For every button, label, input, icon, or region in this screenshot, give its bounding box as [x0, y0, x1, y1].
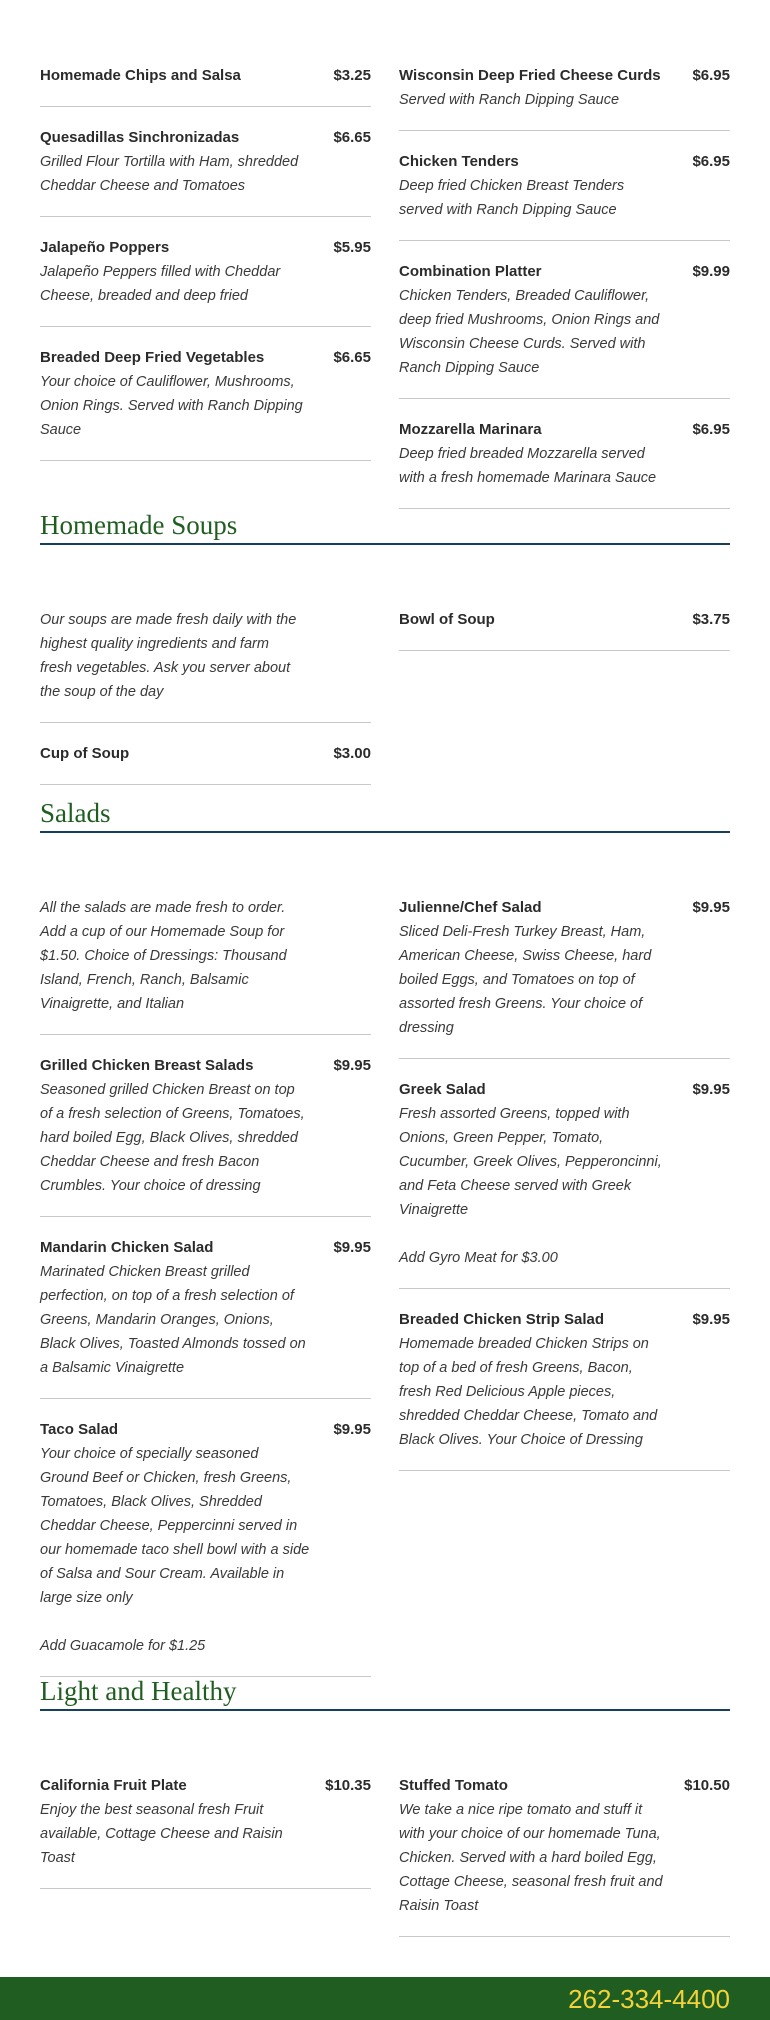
appetizers-heading [40, 0, 161, 2]
menu-item [40, 64, 371, 107]
menu-item [399, 896, 730, 1059]
phone-link[interactable]: 262-334-4400 [568, 1984, 730, 2014]
menu-item-price: $6.65 [333, 129, 371, 146]
menu-item-name: Jalapeño Poppers [40, 239, 170, 256]
menu-item-description: Homemade breaded Chicken Strips on top of a bed of fresh Greens, Bacon, fresh Red Delicious Apple pieces, shredded Cheddar Cheese, Tomato and Black Olives. Your Choice of Dressing [399, 1336, 658, 1448]
menu-item-description: Your choice of Cauliflower, Mushrooms, Onion Rings. Served with Ranch Dipping Sauce [40, 374, 303, 438]
menu-item [399, 418, 730, 509]
menu-item [399, 150, 730, 241]
menu-item [40, 1054, 371, 1217]
menu-item-header [399, 608, 730, 632]
menu-item-name: Julienne/Chef Salad [399, 899, 542, 916]
menu-item-header [40, 236, 371, 260]
menu-item-price: $9.95 [333, 1239, 371, 1256]
menu-item-description: Sliced Deli-Fresh Turkey Breast, Ham, American Cheese, Swiss Cheese, hard boiled Eggs, and Tomatoes on top of assorted fresh Greens. Your choice of dressing [399, 924, 652, 1036]
menu-item-header [40, 346, 371, 370]
menu-item [399, 64, 730, 131]
menu-item-header [40, 1418, 371, 1442]
section-title [40, 510, 730, 540]
menu-item-name: Stuffed Tomato [399, 1777, 508, 1794]
menu-item [40, 126, 371, 217]
menu-item-header [40, 64, 371, 88]
menu-item-header [40, 1774, 371, 1798]
light-section [40, 1676, 730, 1956]
menu-item-header [399, 1308, 730, 1332]
menu-item-name: California Fruit Plate [40, 1777, 187, 1794]
menu-item-name: Chicken Tenders [399, 153, 519, 170]
menu-item-header [40, 742, 371, 766]
appetizers-section [40, 64, 730, 528]
salads-left-column [40, 896, 371, 1696]
menu-item-header [399, 64, 730, 88]
menu-item-description: Deep fried Chicken Breast Tenders served with Ranch Dipping Sauce [399, 178, 625, 218]
footer-bar [0, 1977, 770, 2020]
menu-item-name: Mandarin Chicken Salad [40, 1239, 214, 1256]
light-left-column [40, 1774, 371, 1956]
menu-item [40, 1418, 371, 1677]
menu-item-price: $10.50 [684, 1777, 730, 1794]
menu-item-header [40, 1236, 371, 1260]
soups-left-items [40, 742, 371, 785]
menu-item-description: We take a nice ripe tomato and stuff it with your choice of our homemade Tuna, Chicken. Served with a hard boiled Egg, Cottage Cheese, seasonal fresh fruit and Raisin Toast [399, 1802, 663, 1914]
menu-item-description: Marinated Chicken Breast grilled perfection, on top of a fresh selection of Greens, Mandarin Oranges, Onions, Black Olives, Toasted Almonds tossed on a Balsamic Vinaigrette [40, 1264, 306, 1376]
menu-item-description: Served with Ranch Dipping Sauce [399, 92, 620, 108]
menu-item [399, 1308, 730, 1471]
menu-item [40, 742, 371, 785]
menu-item [399, 1078, 730, 1289]
menu-item-header [399, 896, 730, 920]
menu-item-description: Your choice of specially seasoned Ground Beef or Chicken, fresh Greens, Tomatoes, Black Olives, Shredded Cheddar Cheese, Peppercinni served in our homemade taco shell bowl with a side of Salsa and Sour Cream. Available in large size only [40, 1446, 310, 1606]
salads-section [40, 798, 730, 1696]
title-divider [40, 1709, 730, 1711]
soups-intro-block [40, 608, 371, 723]
menu-item-name: Mozzarella Marinara [399, 421, 542, 438]
menu-item-price: $9.95 [692, 899, 730, 916]
menu-item-addon: Add Gyro Meat for $3.00 [399, 1250, 558, 1266]
menu-item-description: Fresh assorted Greens, topped with Onions, Green Pepper, Tomato, Cucumber, Greek Olives, Pepperoncinni, and Feta Cheese served with Greek Vinaigrette [399, 1106, 662, 1218]
menu-item [399, 1774, 730, 1937]
menu-item-description: Deep fried breaded Mozzarella served with a fresh homemade Marinara Sauce [399, 446, 657, 486]
menu-item-price: $9.95 [333, 1057, 371, 1074]
menu-item-name: Grilled Chicken Breast Salads [40, 1057, 254, 1074]
salads-intro: All the salads are made fresh to order. Add a cup of our Homemade Soup for $1.50. Choice of Dressings: Thousand Island, French, Ranch, Balsamic Vinaigrette, and Italian [40, 900, 287, 1012]
menu-item [40, 236, 371, 327]
soups-title: Homemade Soups [40, 510, 238, 540]
menu-item-name: Wisconsin Deep Fried Cheese Curds [399, 67, 661, 84]
soups-intro: Our soups are made fresh daily with the highest quality ingredients and farm fresh vegetables. Ask you server about the soup of the day [40, 612, 297, 700]
menu-item [40, 346, 371, 461]
soups-right-column [399, 608, 730, 804]
salads-intro-block [40, 896, 371, 1035]
menu-item-description: Chicken Tenders, Breaded Cauliflower, deep fried Mushrooms, Onion Rings and Wisconsin Cheese Curds. Served with Ranch Dipping Sauce [399, 288, 660, 376]
menu-item-price: $6.65 [333, 349, 371, 366]
menu-item [399, 260, 730, 399]
menu-item-header [399, 260, 730, 284]
light-title: Light and Healthy [40, 1676, 237, 1706]
title-divider [40, 543, 730, 545]
menu-item-name: Breaded Chicken Strip Salad [399, 1311, 605, 1328]
menu-item-name: Combination Platter [399, 263, 542, 280]
menu-item-header [399, 150, 730, 174]
menu-item-header [399, 1078, 730, 1102]
section-title [40, 798, 730, 828]
menu-item-description: Jalapeño Peppers filled with Cheddar Cheese, breaded and deep fried [40, 264, 281, 304]
menu-item-name: Quesadillas Sinchronizadas [40, 129, 240, 146]
menu-item-price: $9.95 [692, 1081, 730, 1098]
soups-section [40, 510, 730, 804]
menu-item-description: Enjoy the best seasonal fresh Fruit available, Cottage Cheese and Raisin Toast [40, 1802, 283, 1866]
menu-item [399, 608, 730, 651]
menu-item-name: Breaded Deep Fried Vegetables [40, 349, 265, 366]
menu-item-price: $10.35 [325, 1777, 371, 1794]
menu-item-price: $9.95 [333, 1421, 371, 1438]
salads-title: Salads [40, 798, 111, 828]
soups-left-column [40, 608, 371, 804]
menu-item-description: Grilled Flour Tortilla with Ham, shredded Cheddar Cheese and Tomatoes [40, 154, 299, 194]
menu-item-price: $6.95 [692, 421, 730, 438]
menu-item-header [399, 418, 730, 442]
salads-left-items [40, 1054, 371, 1677]
menu-item-addon: Add Guacamole for $1.25 [40, 1638, 206, 1654]
appetizers-right-column [399, 64, 730, 528]
menu-item-price: $6.95 [692, 153, 730, 170]
menu-item-header [40, 1054, 371, 1078]
title-divider [40, 831, 730, 833]
menu-item-description: Seasoned grilled Chicken Breast on top of a fresh selection of Greens, Tomatoes, hard boiled Egg, Black Olives, shredded Cheddar Cheese and fresh Bacon Crumbles. Your choice of dressing [40, 1082, 305, 1194]
salads-right-column [399, 896, 730, 1696]
light-right-column [399, 1774, 730, 1956]
menu-item-price: $6.95 [692, 67, 730, 84]
menu-item-name: Taco Salad [40, 1421, 119, 1438]
menu-item-price: $9.95 [692, 1311, 730, 1328]
menu-item-price: $3.25 [333, 67, 371, 84]
menu-item-name: Greek Salad [399, 1081, 486, 1098]
appetizers-left-column [40, 64, 371, 528]
menu-item-price: $3.00 [333, 745, 371, 762]
menu-item [40, 1236, 371, 1399]
menu-item-price: $5.95 [333, 239, 371, 256]
menu-item-name: Homemade Chips and Salsa [40, 67, 241, 84]
menu-item-name: Cup of Soup [40, 745, 130, 762]
menu-item-price: $3.75 [692, 611, 730, 628]
menu-item-header [399, 1774, 730, 1798]
menu-item-price: $9.99 [692, 263, 730, 280]
menu-item-name: Bowl of Soup [399, 611, 495, 628]
section-title [40, 1676, 730, 1706]
menu-item [40, 1774, 371, 1889]
menu-item-header [40, 126, 371, 150]
